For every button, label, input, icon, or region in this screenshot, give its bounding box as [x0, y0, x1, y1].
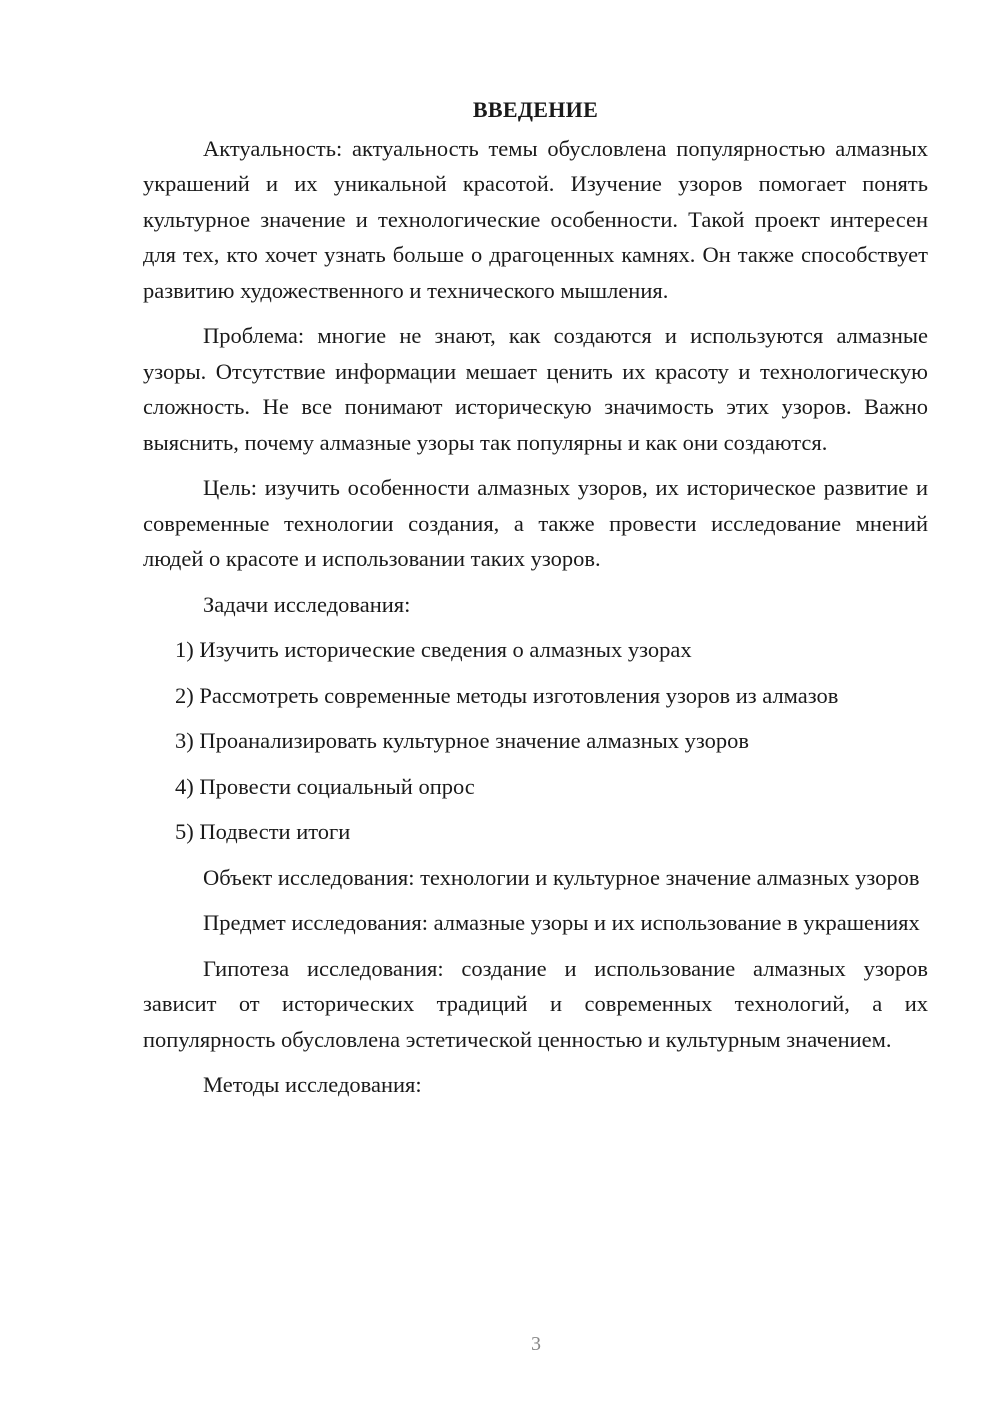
list-item: 5) Подвести итоги — [175, 819, 351, 844]
methods-heading: Методы исследования: — [203, 1072, 422, 1097]
paragraph-problem: Проблема: многие не знают, как создаются и используются алмазные узоры. Отсутствие информации мешает ценить их красоту и технологическую сложность. Не все понимают историческую значимость этих узоров. Важно выяснить, почему алмазные узоры так популярны и как они создаются. — [143, 323, 928, 455]
list-item: 3) Проанализировать культурное значение алмазных узоров — [175, 728, 749, 753]
paragraph-object: Объект исследования: технологии и культурное значение алмазных узоров — [203, 864, 920, 890]
list-item: 2) Рассмотреть современные методы изготовления узоров из алмазов — [175, 682, 839, 708]
list-item: 4) Провести социальный опрос — [175, 773, 475, 799]
page-number: 3 — [531, 1333, 541, 1355]
paragraph-goal: Цель: изучить особенности алмазных узоров, их историческое развитие и современные технологии создания, а также провести исследование мнений людей о красоте и использовании таких узоров. — [143, 475, 928, 571]
paragraph-hypothesis: Гипотеза исследования: создание и использование алмазных узоров зависит от исторических традиций и современных технологий, а их популярность обусловлена эстетической ценностью и культурным значением. — [143, 955, 928, 1052]
document-page — [143, 92, 928, 1113]
list-item: 1) Изучить исторические сведения о алмазных узорах — [175, 637, 692, 662]
paragraph-relevance: Актуальность: актуальность темы обусловлена популярностью алмазных украшений и их уникальной красотой. Изучение узоров помогает понять культурное значение и технологические особенности. Такой проект интересен для тех, кто хочет узнать больше о драгоценных камнях. Он также способствует развитию художественного и технического мышления. — [143, 135, 928, 303]
tasks-heading: Задачи исследования: — [203, 591, 411, 617]
section-title: ВВЕДЕНИЕ — [472, 97, 599, 122]
paragraph-subject: Предмет исследования: алмазные узоры и их использование в украшениях — [203, 910, 920, 935]
tasks-list — [143, 632, 928, 850]
